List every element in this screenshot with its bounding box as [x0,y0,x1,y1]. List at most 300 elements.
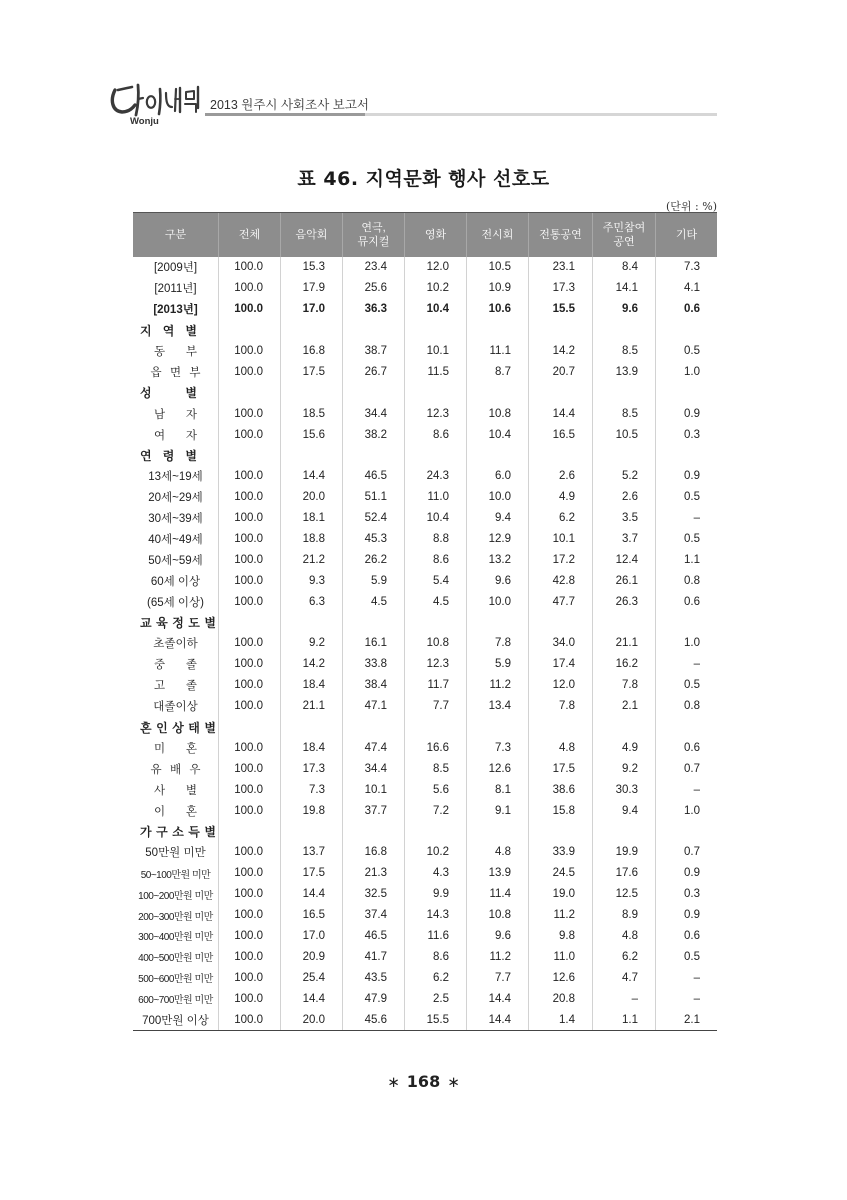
value-cell: 17.6 [592,863,655,884]
value-cell: 15.8 [528,800,592,821]
table-row [133,570,717,591]
value-cell: 100.0 [218,758,280,779]
value-cell: 1.4 [528,1009,592,1030]
column-header [655,213,717,257]
table-row [133,988,717,1009]
row-label-cell [133,863,218,884]
row-label: 50만원 미만 [145,847,206,860]
row-label: 13세~19세 [148,471,203,484]
value-cell: 4.5 [342,591,404,612]
value-cell: 100.0 [218,361,280,382]
table-row [133,424,717,445]
row-label-cell [133,591,218,612]
table-row [133,926,717,947]
value-cell: 21.1 [280,696,342,717]
value-cell [280,382,342,403]
row-label-cell [133,842,218,863]
value-cell: 11.4 [466,884,528,905]
value-cell [655,717,717,738]
value-cell [528,382,592,403]
row-label-cell [133,299,218,320]
table-row [133,800,717,821]
value-cell: 34.4 [342,403,404,424]
value-cell [342,717,404,738]
value-cell: 9.6 [592,299,655,320]
value-cell: 11.6 [404,926,466,947]
row-label: (65세 이상) [147,596,204,609]
value-cell: 0.5 [655,341,717,362]
value-cell: 0.8 [655,696,717,717]
value-cell: 0.9 [655,403,717,424]
value-cell: 10.5 [466,257,528,278]
table-row [133,1009,717,1030]
value-cell: 10.1 [404,341,466,362]
value-cell: – [655,654,717,675]
column-header-text: 전시회 [481,229,514,241]
value-cell: 43.5 [342,967,404,988]
page-footer [0,1072,847,1091]
value-cell: 100.0 [218,466,280,487]
value-cell: 11.5 [404,361,466,382]
section-label: 지 역 별 [140,323,197,338]
value-cell: 16.8 [280,341,342,362]
value-cell: 6.2 [404,967,466,988]
value-cell: 12.0 [528,675,592,696]
value-cell: 10.8 [466,403,528,424]
value-cell: 19.9 [592,842,655,863]
value-cell [404,821,466,842]
value-cell: 0.6 [655,299,717,320]
value-cell: 4.1 [655,278,717,299]
value-cell: 7.8 [466,633,528,654]
value-cell: 6.2 [528,508,592,529]
section-row [133,821,717,842]
value-cell [655,445,717,466]
value-cell: 14.4 [280,884,342,905]
row-label-cell [133,424,218,445]
value-cell: 8.5 [592,403,655,424]
table-row [133,508,717,529]
value-cell: 16.6 [404,737,466,758]
value-cell: 0.7 [655,758,717,779]
value-cell: 100.0 [218,278,280,299]
table-body [133,257,717,1030]
value-cell: 4.9 [592,737,655,758]
value-cell: 100.0 [218,884,280,905]
value-cell [404,382,466,403]
value-cell: 10.2 [404,278,466,299]
value-cell: 23.1 [528,257,592,278]
value-cell: – [655,779,717,800]
value-cell: 1.1 [592,1009,655,1030]
value-cell [592,821,655,842]
value-cell: 0.5 [655,529,717,550]
row-label-cell [133,466,218,487]
value-cell: 100.0 [218,529,280,550]
value-cell: 17.2 [528,549,592,570]
row-label: 사 별 [154,784,197,797]
value-cell: 18.5 [280,403,342,424]
value-cell [280,717,342,738]
value-cell: 2.5 [404,988,466,1009]
value-cell: 100.0 [218,570,280,591]
wonju-logo [108,78,208,128]
preference-table [133,212,717,1031]
section-row [133,612,717,633]
row-label: 700만원 이상 [142,1014,209,1027]
value-cell: 2.1 [655,1009,717,1030]
page-number: 168 [406,1072,441,1091]
value-cell: 9.4 [592,800,655,821]
row-label: 고 졸 [154,680,197,693]
value-cell: 3.7 [592,529,655,550]
value-cell: 14.2 [280,654,342,675]
value-cell: 100.0 [218,424,280,445]
value-cell: 37.7 [342,800,404,821]
value-cell: 13.7 [280,842,342,863]
value-cell: 10.8 [466,905,528,926]
value-cell: 14.2 [528,341,592,362]
value-cell: 0.7 [655,842,717,863]
row-label-cell [133,633,218,654]
value-cell: 12.3 [404,403,466,424]
table-row [133,696,717,717]
section-label: 연 령 별 [140,448,197,463]
row-label-cell [133,926,218,947]
value-cell: 7.2 [404,800,466,821]
value-cell: 11.0 [404,487,466,508]
value-cell: 11.2 [466,675,528,696]
section-label: 가 구 소 득 별 [140,824,216,839]
value-cell: 15.5 [528,299,592,320]
value-cell [404,612,466,633]
value-cell: 100.0 [218,967,280,988]
value-cell: 5.9 [342,570,404,591]
value-cell: 7.7 [404,696,466,717]
value-cell: 45.6 [342,1009,404,1030]
value-cell: 8.6 [404,424,466,445]
value-cell: 15.6 [280,424,342,445]
value-cell: 4.8 [592,926,655,947]
value-cell: – [592,988,655,1009]
row-label-cell [133,800,218,821]
value-cell: 19.0 [528,884,592,905]
section-label-cell [133,320,218,341]
value-cell: 47.9 [342,988,404,1009]
table-row [133,257,717,278]
value-cell: 17.3 [528,278,592,299]
row-label-cell [133,341,218,362]
value-cell: 26.7 [342,361,404,382]
row-label-cell [133,361,218,382]
value-cell: 8.9 [592,905,655,926]
value-cell [218,445,280,466]
column-header-text: 기타 [675,229,698,241]
value-cell: 37.4 [342,905,404,926]
value-cell [592,382,655,403]
value-cell: 12.9 [466,529,528,550]
value-cell: 2.6 [592,487,655,508]
table-row [133,675,717,696]
value-cell: 4.3 [404,863,466,884]
column-header [342,213,404,257]
table-row [133,278,717,299]
value-cell: 17.9 [280,278,342,299]
footer-mark-right: ∗ [447,1073,460,1091]
row-label-cell [133,758,218,779]
value-cell: 14.4 [528,403,592,424]
value-cell: 13.2 [466,549,528,570]
value-cell [466,717,528,738]
section-label-cell [133,612,218,633]
value-cell [218,382,280,403]
value-cell: 24.3 [404,466,466,487]
row-label: 이 혼 [154,805,197,818]
value-cell [466,445,528,466]
value-cell: 9.6 [466,926,528,947]
value-cell: 13.9 [592,361,655,382]
value-cell [218,821,280,842]
value-cell: 5.9 [466,654,528,675]
value-cell: 100.0 [218,633,280,654]
table-header-row [133,213,717,257]
row-label: 30세~39세 [148,513,203,526]
row-label: 여 자 [154,429,197,442]
row-label-cell [133,570,218,591]
value-cell: 17.4 [528,654,592,675]
table-row [133,884,717,905]
value-cell [466,320,528,341]
value-cell: – [655,967,717,988]
value-cell: 25.4 [280,967,342,988]
value-cell [280,320,342,341]
row-label-cell [133,654,218,675]
value-cell: 11.7 [404,675,466,696]
row-label-cell [133,278,218,299]
row-label: 300~400만원 미만 [138,932,213,944]
value-cell: 15.5 [404,1009,466,1030]
value-cell: 100.0 [218,905,280,926]
row-label-cell [133,403,218,424]
value-cell: 10.1 [528,529,592,550]
table-row [133,591,717,612]
value-cell: 1.0 [655,361,717,382]
value-cell [342,382,404,403]
value-cell: 12.4 [592,549,655,570]
row-label-cell [133,696,218,717]
value-cell: 19.8 [280,800,342,821]
value-cell: 46.5 [342,466,404,487]
value-cell: 2.1 [592,696,655,717]
value-cell: 52.4 [342,508,404,529]
value-cell: 16.5 [528,424,592,445]
value-cell: 7.7 [466,967,528,988]
column-header-text: 전체 [238,229,261,241]
value-cell: 14.3 [404,905,466,926]
column-header-text: 공연 [613,236,635,248]
value-cell: 18.8 [280,529,342,550]
row-label: 동 부 [154,346,197,358]
value-cell [466,821,528,842]
value-cell: 10.4 [404,299,466,320]
table-row [133,341,717,362]
value-cell: 100.0 [218,487,280,508]
value-cell: 11.2 [466,946,528,967]
value-cell: 14.4 [466,1009,528,1030]
value-cell [218,612,280,633]
row-label: 유 배 우 [150,763,201,776]
value-cell: 45.3 [342,529,404,550]
column-header [528,213,592,257]
row-label: 600~700만원 미만 [138,995,213,1007]
row-label: 대졸이상 [153,701,198,714]
section-label: 혼 인 상 태 별 [140,720,216,735]
table-row [133,905,717,926]
value-cell: 7.3 [466,737,528,758]
row-label-cell [133,675,218,696]
value-cell: 10.8 [404,633,466,654]
row-label-cell [133,988,218,1009]
table-row [133,549,717,570]
value-cell: 7.3 [655,257,717,278]
value-cell: 100.0 [218,988,280,1009]
value-cell [218,717,280,738]
value-cell: 11.0 [528,946,592,967]
value-cell: 4.8 [528,737,592,758]
value-cell: 10.1 [342,779,404,800]
value-cell: 9.6 [466,570,528,591]
value-cell: 6.2 [592,946,655,967]
value-cell: 9.9 [404,884,466,905]
value-cell: 21.2 [280,549,342,570]
value-cell: 100.0 [218,926,280,947]
value-cell [655,612,717,633]
header-rule [205,113,365,116]
table-row [133,361,717,382]
value-cell: 8.6 [404,549,466,570]
value-cell: 10.9 [466,278,528,299]
value-cell: 33.8 [342,654,404,675]
value-cell: 10.4 [404,508,466,529]
table-title: 표 46. 지역문화 행사 선호도 [297,168,550,190]
value-cell: 0.9 [655,905,717,926]
value-cell: 8.5 [592,341,655,362]
table-row [133,529,717,550]
value-cell [342,612,404,633]
table-row [133,299,717,320]
section-label-cell [133,717,218,738]
value-cell: 13.9 [466,863,528,884]
value-cell [280,445,342,466]
column-header [280,213,342,257]
value-cell: 11.1 [466,341,528,362]
value-cell [592,320,655,341]
value-cell: 2.6 [528,466,592,487]
row-label: 100~200만원 미만 [138,890,213,902]
value-cell: 9.4 [466,508,528,529]
value-cell: 16.1 [342,633,404,654]
column-header [592,213,655,257]
value-cell: 47.1 [342,696,404,717]
section-label-cell [133,821,218,842]
value-cell: 0.6 [655,737,717,758]
value-cell: 8.5 [404,758,466,779]
row-label: 읍 면 부 [150,366,201,379]
value-cell: 4.9 [528,487,592,508]
value-cell: 0.9 [655,863,717,884]
column-header-text: 음악회 [295,229,328,241]
value-cell [342,320,404,341]
row-label-cell [133,946,218,967]
value-cell: 0.5 [655,675,717,696]
value-cell: 0.5 [655,487,717,508]
value-cell: 16.8 [342,842,404,863]
value-cell: 10.5 [592,424,655,445]
value-cell: 8.7 [466,361,528,382]
value-cell: 17.0 [280,926,342,947]
row-label-cell [133,967,218,988]
value-cell: 42.8 [528,570,592,591]
table-row [133,946,717,967]
value-cell: 16.2 [592,654,655,675]
row-label: 미 혼 [154,742,197,755]
header-rule-extension [365,113,717,116]
value-cell: 100.0 [218,549,280,570]
value-cell [655,821,717,842]
row-label-cell [133,257,218,278]
value-cell: 9.3 [280,570,342,591]
value-cell: 1.0 [655,633,717,654]
value-cell: 14.4 [280,988,342,1009]
value-cell: 17.5 [280,863,342,884]
value-cell: 26.2 [342,549,404,570]
value-cell: 14.4 [280,466,342,487]
value-cell: 12.5 [592,884,655,905]
value-cell [528,445,592,466]
unit-note: (단위 : %) [666,200,717,213]
report-title: 2013 원주시 사회조사 보고서 [210,98,369,112]
value-cell: 0.3 [655,424,717,445]
value-cell: 26.1 [592,570,655,591]
value-cell: 100.0 [218,299,280,320]
table-row [133,487,717,508]
value-cell: 10.2 [404,842,466,863]
value-cell: 17.3 [280,758,342,779]
value-cell: 3.5 [592,508,655,529]
value-cell: 7.8 [528,696,592,717]
value-cell [342,445,404,466]
value-cell: 12.6 [528,967,592,988]
value-cell [280,821,342,842]
value-cell [592,445,655,466]
value-cell: 9.2 [592,758,655,779]
value-cell: 17.0 [280,299,342,320]
value-cell: 16.5 [280,905,342,926]
value-cell: 100.0 [218,675,280,696]
value-cell: 34.4 [342,758,404,779]
row-label-cell [133,1009,218,1030]
value-cell: 6.3 [280,591,342,612]
value-cell: 1.0 [655,800,717,821]
value-cell: 6.0 [466,466,528,487]
value-cell: 100.0 [218,737,280,758]
value-cell: 47.4 [342,737,404,758]
value-cell [655,320,717,341]
column-header-text: 영화 [424,229,447,241]
section-label: 성 별 [140,386,197,401]
value-cell: 12.3 [404,654,466,675]
value-cell [404,320,466,341]
